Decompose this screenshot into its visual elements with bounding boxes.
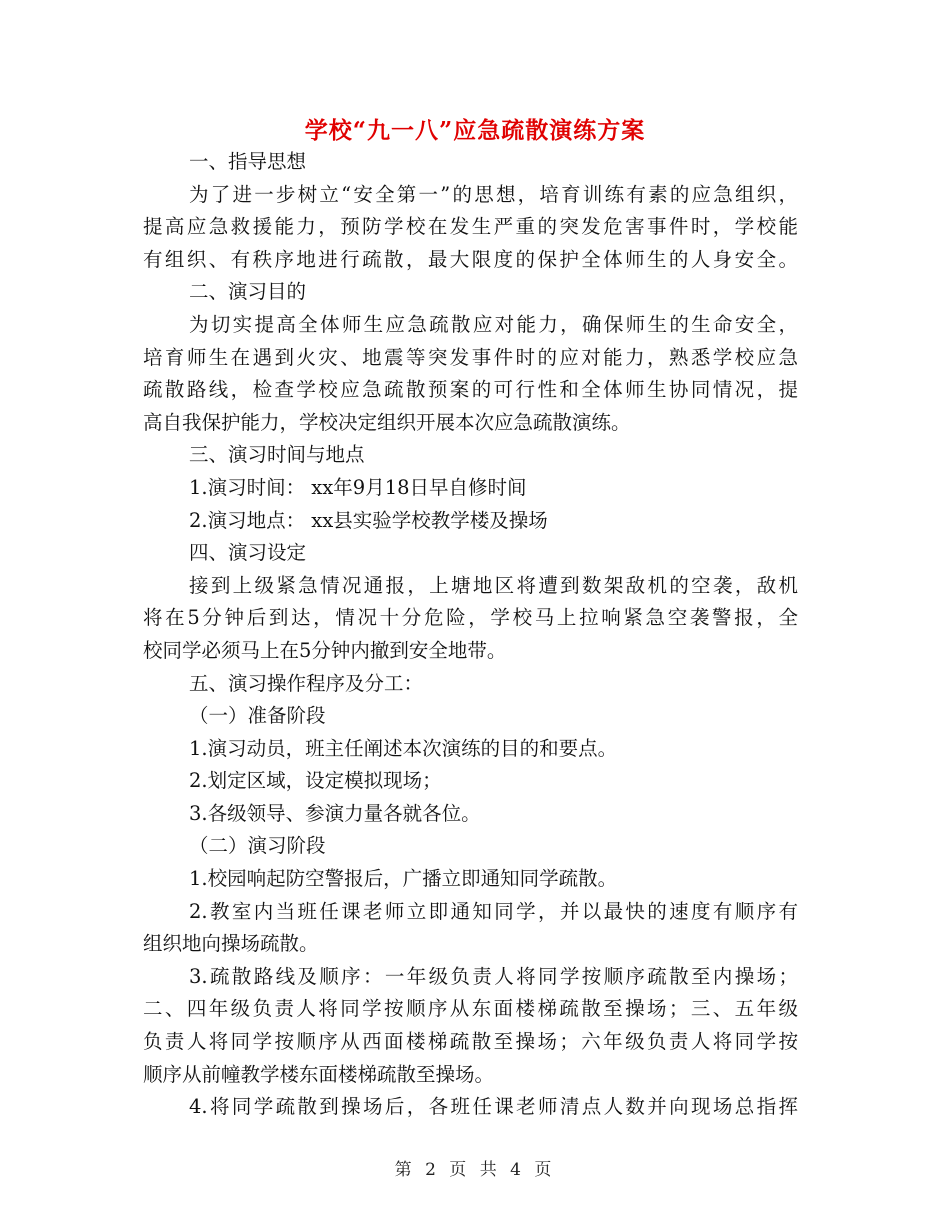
text-line: 组织地向操场疏散。 bbox=[143, 932, 319, 956]
text-line: 将在5分钟后到达，情况十分危险，学校马上拉响紧急空袭警报，全 bbox=[143, 606, 798, 630]
text-line: 顺序从前幢教学楼东面楼梯疏散至操场。 bbox=[143, 1062, 495, 1086]
text-line: 疏散路线，检查学校应急疏散预案的可行性和全体师生协同情况，提 bbox=[143, 378, 798, 402]
text-line: 负责人将同学按顺序从西面楼梯疏散至操场；六年级负责人将同学按 bbox=[143, 1030, 798, 1054]
text-line: 四、演习设定 bbox=[189, 541, 307, 565]
text-line: 1.演习动员，班主任阐述本次演练的目的和要点。 bbox=[189, 736, 618, 760]
text-line: 为了进一步树立“安全第一”的思想，培育训练有素的应急组织， bbox=[189, 182, 798, 206]
text-line: 二、演习目的 bbox=[189, 280, 307, 304]
text-line: 一、指导思想 bbox=[189, 150, 307, 173]
text-line: 2.演习地点： xx县实验学校教学楼及操场 bbox=[189, 508, 548, 532]
text-line: （二）演习阶段 bbox=[189, 834, 326, 858]
text-line: 提高应急救援能力，预防学校在发生严重的突发危害事件时，学校能 bbox=[143, 215, 798, 239]
text-line: 3.疏散路线及顺序：一年级负责人将同学按顺序疏散至内操场； bbox=[189, 964, 798, 988]
page-footer: 第 2 页 共 4 页 bbox=[394, 1160, 556, 1180]
text-line: 五、演习操作程序及分工： bbox=[189, 671, 424, 695]
text-line: 2.教室内当班任课老师立即通知同学，并以最快的速度有顺序有 bbox=[189, 899, 798, 923]
text-line: 接到上级紧急情况通报，上塘地区将遭到数架敌机的空袭，敌机 bbox=[189, 573, 798, 597]
text-line: 为切实提高全体师生应急疏散应对能力，确保师生的生命安全， bbox=[189, 312, 798, 336]
text-line: 3.各级领导、参演力量各就各位。 bbox=[189, 801, 481, 825]
text-line: 2.划定区域，设定模拟现场； bbox=[189, 769, 442, 793]
text-line: 有组织、有秩序地进行疏散，最大限度的保护全体师生的人身安全。 bbox=[143, 247, 798, 271]
text-line: 二、四年级负责人将同学按顺序从东面楼梯疏散至操场；三、五年级 bbox=[143, 997, 798, 1021]
document-title: 学校“九一八”应急疏散演练方案 bbox=[304, 117, 646, 144]
text-line: 高自我保护能力，学校决定组织开展本次应急疏散演练。 bbox=[143, 410, 631, 434]
text-line: （一）准备阶段 bbox=[189, 704, 326, 728]
text-line: 1.校园响起防空警报后，广播立即通知同学疏散。 bbox=[189, 867, 618, 891]
text-line: 培育师生在遇到火灾、地震等突发事件时的应对能力，熟悉学校应急 bbox=[143, 345, 798, 369]
text-line: 三、演习时间与地点 bbox=[189, 443, 365, 467]
text-line: 4.将同学疏散到操场后，各班任课老师清点人数并向现场总指挥 bbox=[189, 1095, 798, 1119]
text-line: 校同学必须马上在5分钟内撤到安全地带。 bbox=[143, 638, 507, 662]
document-body bbox=[143, 146, 798, 1124]
text-line: 1.演习时间： xx年9月18日早自修时间 bbox=[189, 475, 527, 499]
